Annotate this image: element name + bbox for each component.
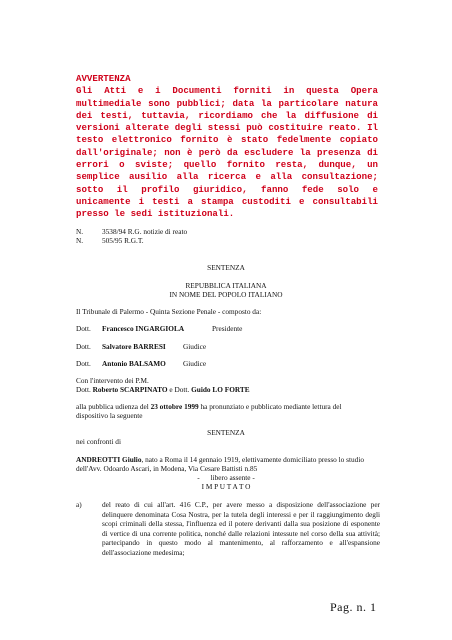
judge-name: Francesco INGARGIOLA: [102, 324, 185, 333]
defendant-line: ANDREOTTI Giulio, nato a Roma il 14 gennaio 1919, elettivamente domiciliato presso lo studio: [76, 455, 364, 464]
imputato-heading: I M P U T A T O: [201, 482, 251, 491]
case-number-text: 3538/94 R.G. notizie di reato: [102, 227, 188, 236]
judge-role: Giudice: [183, 342, 207, 351]
judge-title: Dott.: [76, 324, 91, 333]
case-number-text: 505/95 R.G.T.: [102, 236, 144, 245]
charge-label: a): [76, 500, 82, 509]
against-line: nei confronti di: [76, 437, 121, 446]
judge-role: Presidente: [212, 324, 243, 333]
sentence-heading: SENTENZA: [207, 428, 245, 437]
judge-name: Salvatore BARRESI: [102, 342, 166, 351]
judge-role: Giudice: [183, 359, 207, 368]
judge-name: Antonio BALSAMO: [102, 359, 166, 368]
hearing-line-2: dispositivo la seguente: [76, 411, 143, 420]
page-number: Pag. n. 1: [330, 600, 377, 614]
disclaimer-title: AVVERTENZA: [76, 73, 131, 84]
charge-text: del reato di cui all'art. 416 C.P., per avere messo a disposizione dell'associazione per delinquere denominata Cosa Nostra, per la tutela degli interessi e per il raggiungimento degli scopi criminali della stessa, l'influenza ed il potere derivanti dalla sua posizione di esponente di vertice di una corrente politica, nonché dalle relazioni intessute nel corso della sua attività; partecipando in questo modo al mantenimento, al rafforzamento e all'espansione dell'associazione medesima;: [102, 500, 380, 557]
pm-intro: Con l'intervento dei P.M.: [76, 376, 149, 385]
case-number-prefix: N.: [76, 227, 84, 236]
sentence-heading: SENTENZA: [207, 263, 245, 272]
republic-heading: REPUBBLICA ITALIANA: [185, 281, 267, 290]
disclaimer-text: Gli Atti e i Documenti forniti in questa Opera multimediale sono pubblici; data la particolare natura dei testi, tuttavia, ricordiamo che la diffusione di versioni alterate degli stessi può costituire reato. Il testo elettronico fornito è stato fedelmente copiato dall'originale; non è però da escludere la presenza di errori o sviste; quello fornito resta, dunque, un semplice ausilio alla ricerca e alla consultazione; sotto il profilo giuridico, fanno fede solo e unicamente i testi a stampa custoditi e consultabili presso le sedi istituzionali.: [76, 85, 378, 220]
case-number-prefix: N.: [76, 236, 84, 245]
people-heading: IN NOME DEL POPOLO ITALIANO: [169, 290, 283, 299]
disclaimer-block: [76, 73, 378, 221]
defendant-status: - libero assente -: [197, 473, 255, 482]
judge-title: Dott.: [76, 359, 91, 368]
tribunal-line: Il Tribunale di Palermo - Quinta Sezione Penale - composto da:: [76, 307, 262, 316]
defendant-address: dell'Avv. Odoardo Ascari, in Modena, Via Cesare Battisti n.85: [76, 464, 258, 473]
judge-title: Dott.: [76, 342, 91, 351]
hearing-line: alla pubblica udienza del 23 ottobre 1999 ha pronunziato e pubblicato mediante lettura del: [76, 402, 342, 411]
pm-line: Dott. Roberto SCARPINATO e Dott. Guido LO FORTE: [76, 385, 250, 394]
